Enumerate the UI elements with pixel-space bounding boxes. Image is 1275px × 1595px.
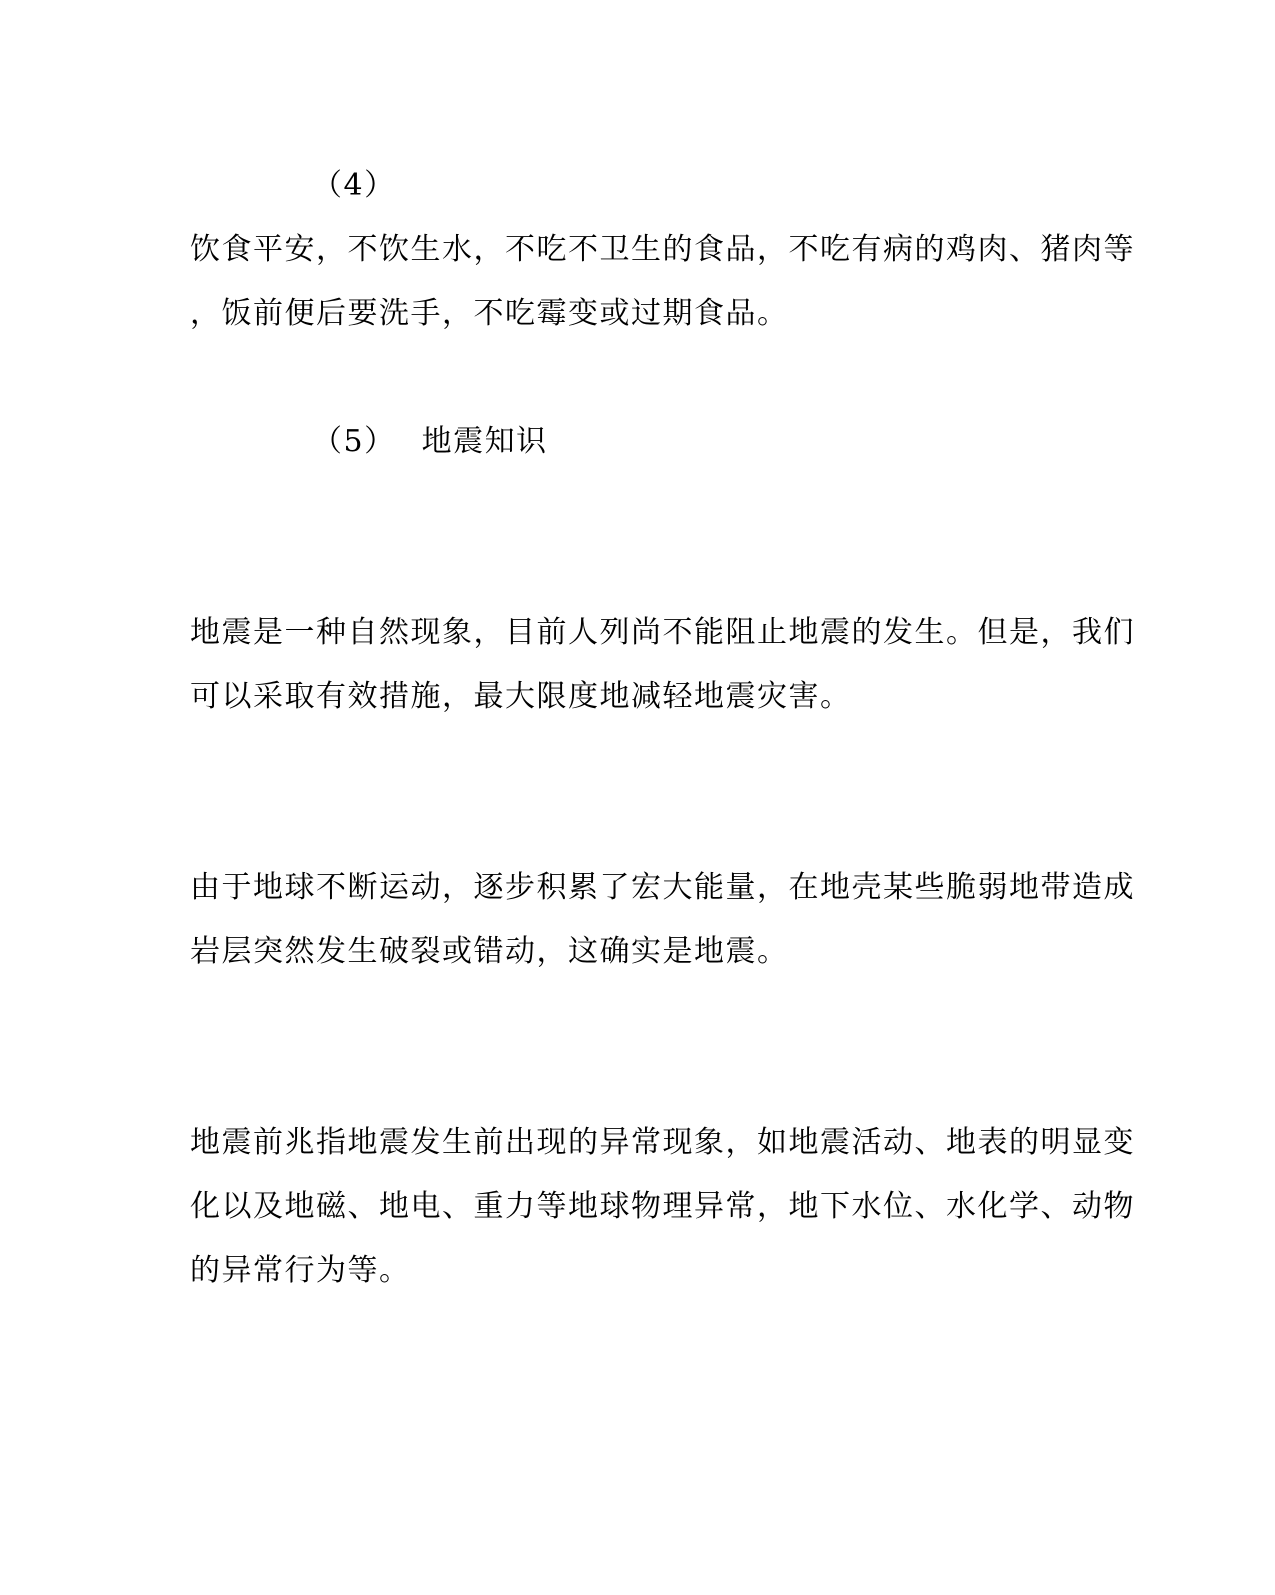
paragraph-1-line-2: 可以采取有效措施，最大限度地减轻地震灾害。 xyxy=(190,679,852,714)
paragraph-3-line-2: 化以及地磁、地电、重力等地球物理异常，地下水位、水化学、动物 xyxy=(190,1189,1135,1224)
paragraph-3-line-1: 地震前兆指地震发生前出现的异常现象，如地震活动、地表的明显变 xyxy=(190,1125,1135,1160)
paragraph-1-line-1: 地震是一种自然现象，目前人列尚不能阻止地震的发生。但是，我们 xyxy=(190,615,1135,650)
paragraph-3-line-3: 的异常行为等。 xyxy=(190,1253,411,1288)
paragraph-2-line-2: 岩层突然发生破裂或错动，这确实是地震。 xyxy=(190,934,789,969)
item-5-title: 地震知识 xyxy=(421,424,548,459)
item-4-text-line-2: ，饭前便后要洗手，不吃霉变或过期食品。 xyxy=(190,296,789,331)
item-4-text-line-1: 饮食平安，不饮生水，不吃不卫生的食品，不吃有病的鸡肉、猪肉等 xyxy=(190,232,1135,267)
item-5-number: （5） xyxy=(312,424,396,459)
paragraph-2-line-1: 由于地球不断运动，逐步积累了宏大能量，在地壳某些脆弱地带造成 xyxy=(190,870,1135,905)
item-5-heading xyxy=(312,424,548,460)
item-4-number: （4） xyxy=(312,168,396,203)
